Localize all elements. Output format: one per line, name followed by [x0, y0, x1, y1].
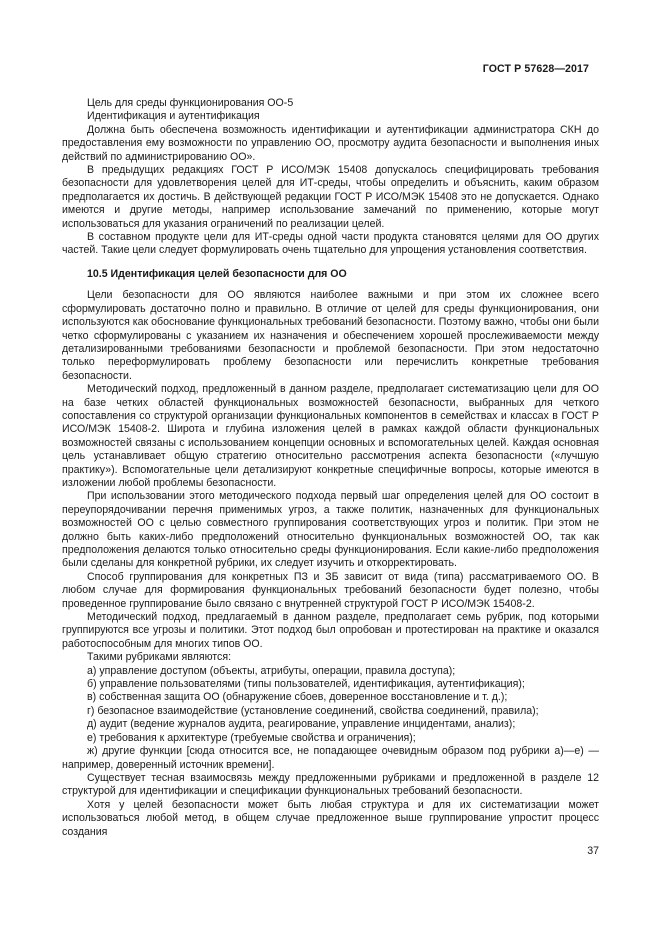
list-item: г) безопасное взаимодействие (установление соединений, свойства соединений, правила);: [87, 704, 539, 717]
document-body: [62, 97, 599, 839]
list-item: а) управление доступом (объекты, атрибуты, операции, правила доступа);: [87, 664, 456, 677]
paragraph: Хотя у целей безопасности может быть любая структура и для их систематизации может использоваться любой метод, в общем случае предложенное выше группирование упростит процесс создания: [62, 798, 599, 838]
page-number: 37: [587, 845, 599, 857]
paragraph: Методический подход, предлагаемый в данном разделе, предполагает семь рубрик, под которыми группируются все угрозы и политики. Этот подход был опробован и протестирован на практике и оказался работоспособным для многих типов ОО.: [62, 611, 599, 650]
list-item: в) собственная защита ОО (обнаружение сбоев, доверенное восстановление и т. д.);: [87, 691, 508, 704]
paragraph: В предыдущих редакциях ГОСТ Р ИСО/МЭК 15408 допускалось специфицировать требования безопасности для удовлетворения целей для ИТ-среды, чтобы определить и объяснить, каким образом предполагается их достичь. В действующей редакции ГОСТ Р ИСО/МЭК 15408 это не допускается. Однако имеются и другие методы, например использование замечаний по применению, которые могут использоваться для указания ограничений по реализации целей.: [62, 164, 599, 230]
paragraph: Способ группирования для конкретных ПЗ и ЗБ зависит от вида (типа) рассматриваемого ОО. В любом случае для формирования функциональных требований безопасности будет полезно, чтобы проведенное группирование было связано с внутренней структурой ГОСТ Р ИСО/МЭК 15408-2.: [62, 570, 599, 610]
text-line: Идентификация и аутентификация: [87, 110, 260, 123]
paragraph: Цели безопасности для ОО являются наиболее важными и при этом их сложнее всего сформулировать достаточно полно и правильно. В отличие от целей для среды функционирования, они используются как обоснование функциональных требований безопасности. Поэтому важно, чтобы они были четко сформулированы с указанием их назначения и обеспечением хорошей прослеживаемости между детализированными требованиями безопасности и проблемой безопасности. При этом недостаточно только переформулировать проблему безопасности или перечислить конкретные требования безопасности.: [62, 289, 599, 382]
list-item: б) управление пользователями (типы пользователей, идентификация, аутентификация);: [87, 678, 525, 691]
paragraph: Такими рубриками являются:: [87, 651, 232, 664]
document-id-header: ГОСТ Р 57628—2017: [482, 63, 589, 75]
list-item: е) требования к архитектуре (требуемые свойства и ограничения);: [87, 731, 416, 744]
list-item: ж) другие функции [сюда относится все, не попадающее очевидным образом под рубрики а)—е) — например, доверенный источник времени].: [62, 745, 599, 771]
list-item: д) аудит (ведение журналов аудита, реагирование, управление инцидентами, анализ);: [87, 718, 516, 731]
text-line: Должна быть обеспечена возможность идентификации и аутентификации администратора СКН до предоставления ему возможности по управлению ОО, просмотру аудита безопасности и выполнения иных действий по администрированию ОО».: [62, 123, 599, 163]
paragraph: Существует тесная взаимосвязь между предложенными рубриками и предложенной в разделе 12 структурой для идентификации и спецификации функциональных требований безопасности.: [62, 771, 599, 798]
paragraph: При использовании этого методического подхода первый шаг определения целей для ОО состоит в переупорядочивании перечня применимых угроз, а также политик, назначенных для функциональных возможностей ОО с целью совместного группирования соответствующих угроз и политик. При этом не должно быть каких-либо предположений относительно функциональных возможностей ОО, так как предположения делаются только относительно среды функционирования. Если какие-либо предположения были сделаны для конкретной рубрики, их следует изучить и откорректировать.: [62, 490, 599, 570]
paragraph: Методический подход, предложенный в данном разделе, предполагает систематизацию цели для ОО на базе четких областей функциональных возможностей безопасности, выбранных для четкого сопоставления со структурой организации функциональных компонентов в семействах и классах в ГОСТ Р ИСО/МЭК 15408-2. Широта и глубина изложения целей в рамках каждой области функциональных возможностей связаны с использованием концепции основных и вспомогательных целей. Каждая основная цель устанавливает общую стратегию относительно рассмотрения аспекта безопасности («лучшую практику»). Вспомогательные цели детализируют конкретные специфичные вопросы, которые имеются в изложении любой проблемы безопасности.: [62, 383, 599, 489]
paragraph: В составном продукте цели для ИТ-среды одной части продукта становятся целями для ОО других частей. Такие цели следует формулировать очень тщательно для упрощения установления соответствия.: [62, 231, 599, 257]
text-line: Цель для среды функционирования ОО-5: [87, 97, 294, 109]
section-heading: 10.5 Идентификация целей безопасности для ОО: [87, 267, 347, 280]
